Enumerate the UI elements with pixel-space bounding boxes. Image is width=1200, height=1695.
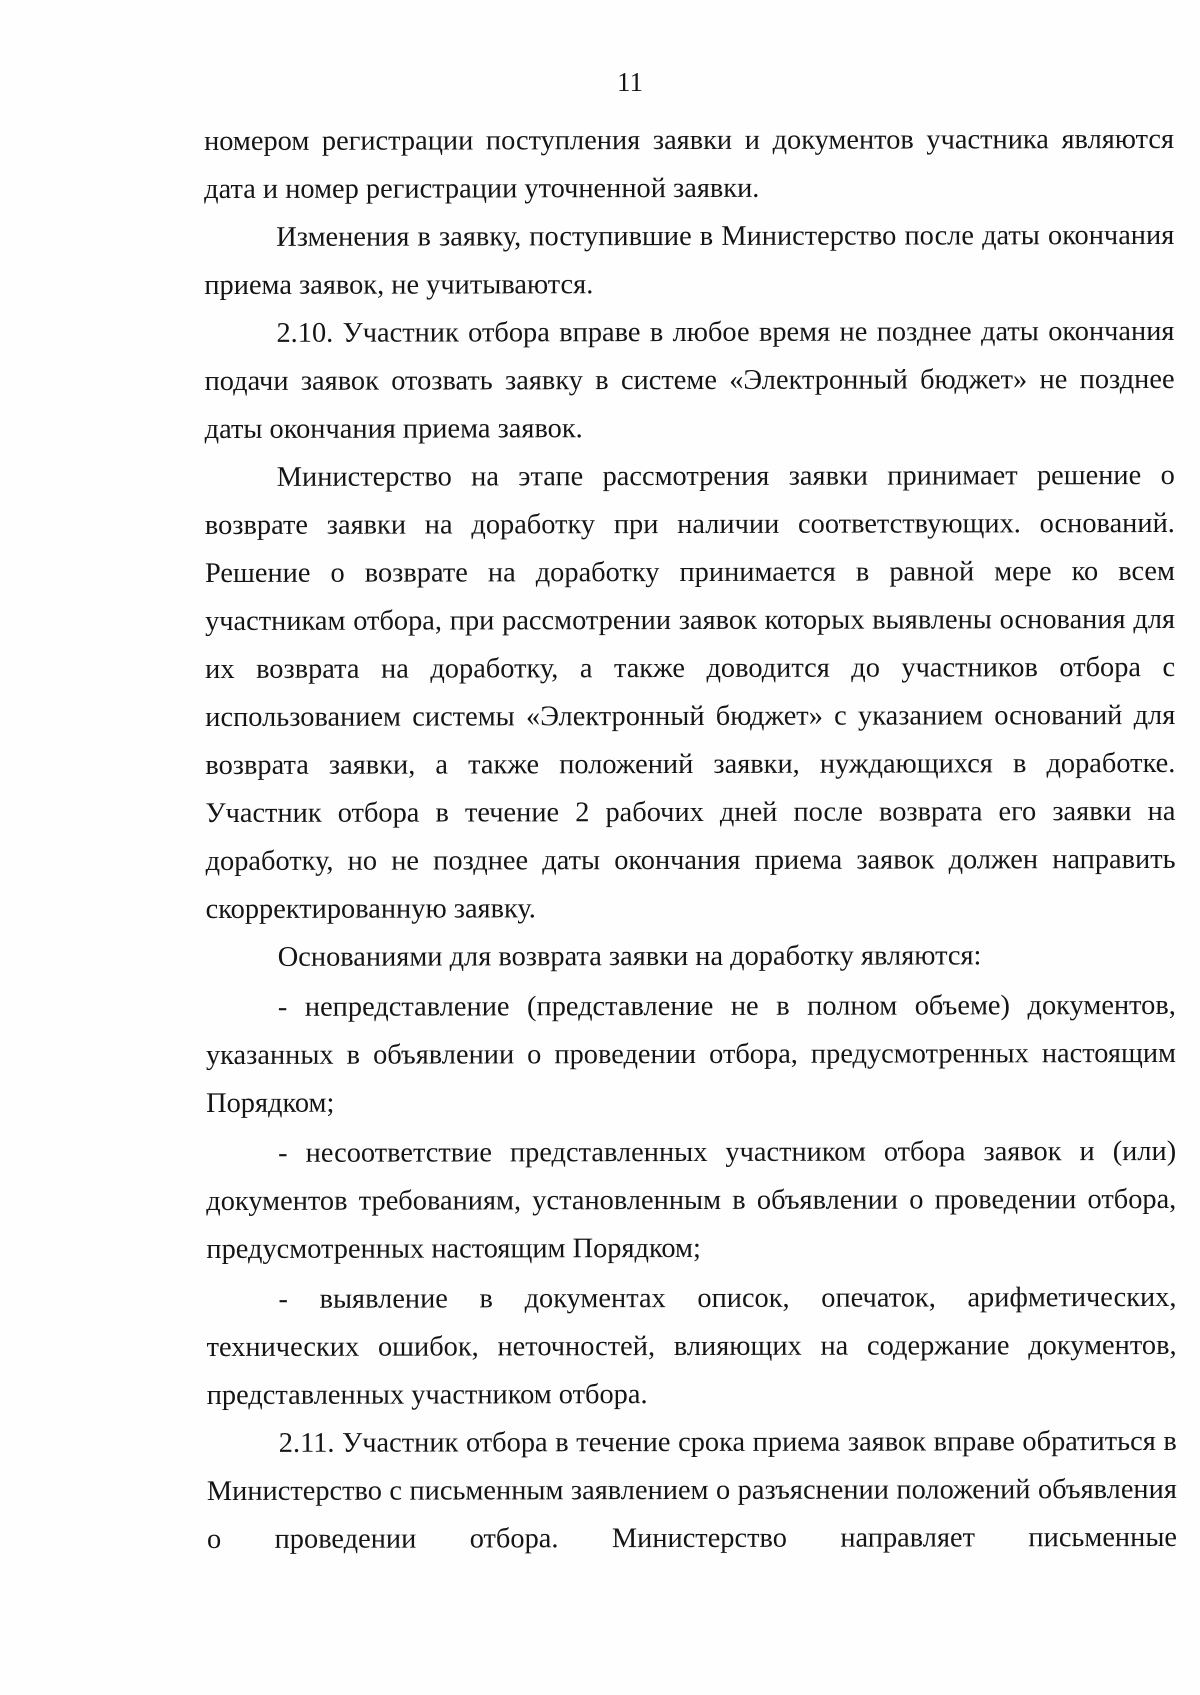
list-item-missing-documents: - непредставление (представление не в полном объеме) документов, указанных в объявлении о проведении отбора, предусмотренных настоящим Порядком; bbox=[205, 989, 1176, 1119]
paragraph-2-11-clarification: 2.11. Участник отбора в течение срока приема заявок вправе обратиться в Министерство с письменным заявлением о разъяснении положений объявления о проведении отбора. Министерство направляет письменные bbox=[206, 1425, 1178, 1555]
paragraph-return-grounds-intro: Основаниями для возврата заявки на доработку являются: bbox=[277, 940, 982, 973]
paragraph-registration-continuation: номером регистрации поступления заявки и документов участника являются дата и номер регистрации уточненной заявки. bbox=[204, 123, 1175, 205]
document-body bbox=[204, 116, 1177, 1564]
paragraph-2-10-withdrawal: 2.10. Участник отбора вправе в любое время не позднее даты окончания подачи заявок отозвать заявку в системе «Электронный бюджет» не позднее даты окончания приема заявок. bbox=[204, 315, 1175, 445]
paragraph-changes-not-accounted: Изменения в заявку, поступившие в Министерство после даты окончания приема заявок, не учитываются. bbox=[204, 219, 1175, 301]
page-number: 11 bbox=[617, 67, 643, 97]
list-item-noncompliance: - несоответствие представленных участником отбора заявок и (или) документов требованиям, установленным в объявлении о проведении отбора, предусмотренных настоящим Порядком; bbox=[206, 1135, 1177, 1265]
list-item-errors: - выявление в документах описок, опечаток, арифметических, технических ошибок, неточностей, влияющих на содержание документов, представленных участником отбора. bbox=[206, 1281, 1177, 1411]
paragraph-return-for-revision: Министерство на этапе рассмотрения заявки принимает решение о возврате заявки на доработку при наличии соответствующих. оснований. Решение о возврате на доработку принимается в равной мере ко всем участникам отбора, при рассмотрении заявок которых выявлены основания для их возврата на доработку, а также доводится до участников отбора с использованием системы «Электронный бюджет» с указанием оснований для возврата заявки, а также положений заявки, нуждающихся в доработке. Участник отбора в течение 2 рабочих дней после возврата его заявки на доработку, но не позднее даты окончания приема заявок должен направить скорректированную заявку. bbox=[204, 459, 1176, 925]
